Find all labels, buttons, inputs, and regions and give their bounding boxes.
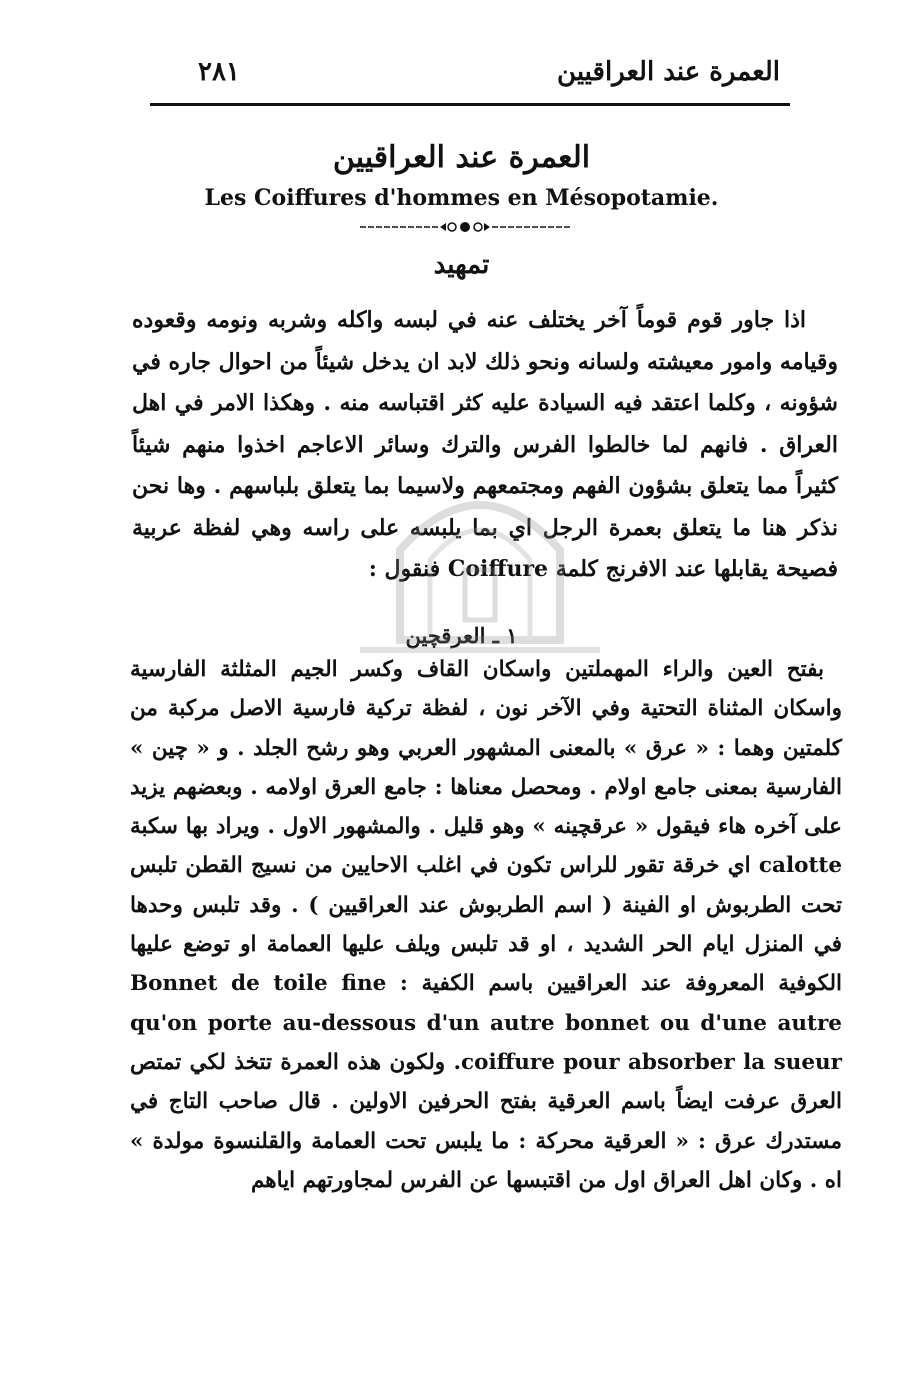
intro-heading: تمهيد [433,250,490,280]
running-header [150,55,790,99]
header-rule [150,103,790,106]
section-paragraph: بفتح العين والراء المهملتين واسكان القاف وكسر الجيم المثلثة الفارسية واسكان المثناة التحتية وفي الآخر نون ، لفظة تركية فارسية الاصل مركبة من كلمتين وهما : « عرق » بالمعنى المشهور العربي وهو رشح الجلد . و « چين » الفارسية بمعنى جامع اولام . ومحصل معناها : جامع العرق اولامه . وبعضهم يزيد على آخره هاء فيقول « عرقچينه » وهو قليل . والمشهور الاول . ويراد بها سكبة calotte اي خرقة تقور للراس تكون في اغلب الاحايين من نسيج القطن تلبس تحت الطربوش او الفينة ( اسم الطربوش عند العراقيين ) . وقد تلبس وحدها في المنزل ايام الحر الشديد ، او قد تلبس ويلف عليها العمامة او توضع عليها الكوفية المعروفة عند العراقيين باسم الكفية : Bonnet de toile fine qu'on porte au-dessous d'un autre bonnet ou d'une autre coiffure pour absorber la sueur. ولكون هذه العمرة تتخذ لكي تمتص العرق عرفت ايضاً باسم العرقية بفتح الحرفين الاولين . قال صاحب التاج في مستدرك عرق : « العرقية محركة : ما يلبس تحت العمامة والقلنسوة مولدة » اه . وكان اهل العراق اول من اقتبسها عن الفرس لمجاورتهم اياهم [130,657,842,1193]
library-seal-watermark [320,440,640,670]
article-title-arabic: العمرة عند العراقيين [332,140,591,175]
section-body [130,650,842,1200]
section-heading: ١ ـ العرقچين [405,623,518,648]
page-number: ٢٨١ [198,57,240,87]
running-title: العمرة عند العراقيين [557,57,780,87]
intro-paragraph: اذا جاور قوم قوماً آخر يختلف عنه في لبسه واكله وشربه ونومه وقعوده وقيامه وامور معيشته ولسانه ونحو ذلك لابد ان يدخل شيئاً من احوال جاره في شؤونه ، وكلما اعتقد فيه السيادة عليه كثر اقتباسه منه . وهكذا الامر في اهل العراق . فانهم لما خالطوا الفرس والترك وسائر الاعاجم اخذوا منهم شيئاً كثيراً مما يتعلق بشؤون الفهم ومجتمعهم ولاسيما بما يتعلق بلباسهم . وها نحن نذكر هنا ما يتعلق بعمرة الرجل اي بما يلبسه على راسه وهي لفظة عربية فصيحة يقابلها عند الافرنج كلمة Coiffure فنقول : [131,307,838,582]
article-title-french: Les Coiffures d'hommes en Mésopotamie. [204,185,719,211]
ornament-divider [360,219,570,235]
